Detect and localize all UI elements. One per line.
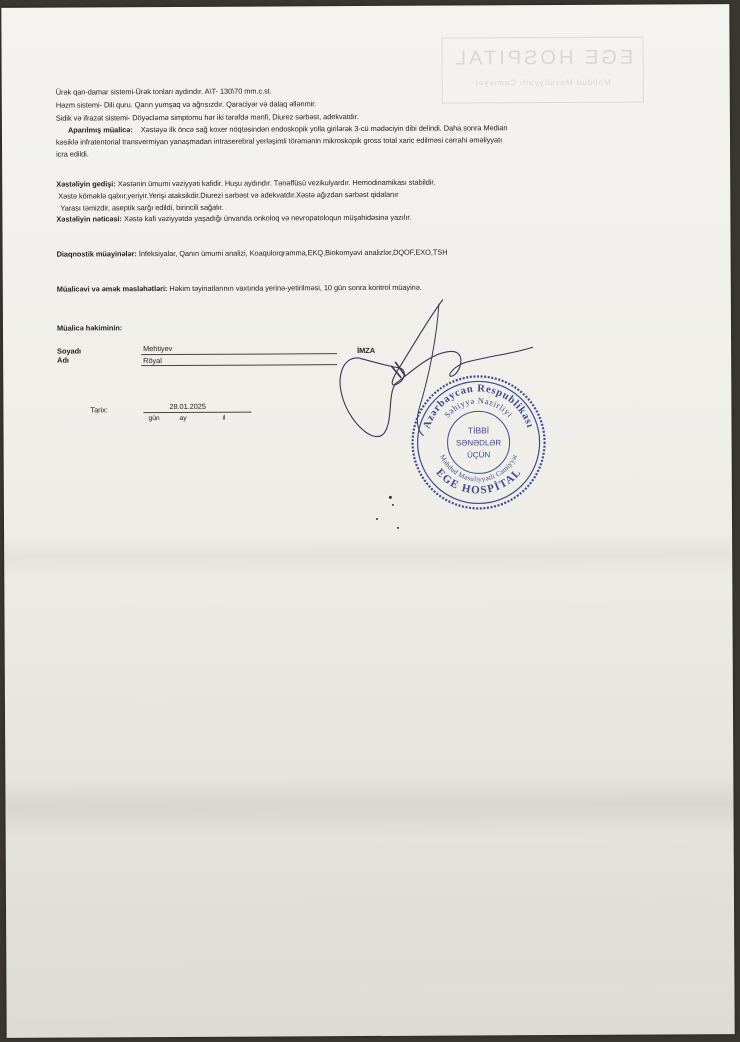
doctor-label: Müalicə həkiminin: — [56, 323, 123, 333]
ink-speck — [389, 496, 392, 499]
treatment-line-2: kəsiklə infratentorial transvermiyan yanaşmadan intraserebral yerləşimli törəmənin mikroskopik gross total xaric edilməsi cərrahi əməliyyatı — [55, 135, 503, 147]
date-year: il — [222, 414, 226, 422]
date-value: 28.01.2025 — [169, 401, 206, 412]
name-label: Adı — [57, 355, 69, 365]
paper-fold — [4, 534, 732, 578]
stamp-bottom: EGE HOSPİTAL — [433, 466, 525, 497]
ink-speck — [397, 527, 399, 529]
stamp-outer-top-2: Səhiyyə Nazirliyi — [441, 395, 516, 420]
paper-fold — [5, 774, 733, 838]
signature-label: İMZA — [357, 345, 376, 356]
stamp-bottom-2: Məhdud Məsuliyyətli Cəmiyyət — [438, 453, 520, 484]
digestive-line: Həzm sistemi- Dili quru. Qarın yumşaq və ağrısızdır. Qaraciyər və dalaq əllənmir. — [55, 99, 317, 110]
urinary-line: Sidik və ifrazat sistemi- Döyəcləmə simptomu hər iki tərəfdə mənfi, Diurez sərbəst, adekvatdır. — [55, 112, 359, 123]
advice-label: Müalicəvi və əmək məsləhətləri: — [56, 284, 168, 294]
bleed-through-header: EGE HOSPITAL Məhdud Məsuliyyətli Cəmiyyət — [441, 37, 643, 104]
result-line — [56, 213, 411, 224]
treatment-text: Xəstəyə ilk öncə sağ koxer nöqtəsindən endoskopik yolla girilərək 3-cü mədəciyin dibi delindi. Daha sonra Median — [140, 123, 508, 135]
stamp-outer-top: Azərbaycan Respublikası — [421, 383, 536, 431]
course-line-3: Yarası təmizdir, aseptik sarğı edildi, birincili sağalır. — [60, 202, 224, 213]
result-label: Xəstəliyin nəticəsi: — [56, 214, 122, 224]
diagnostics-text: İnfeksiyalar, Qanın ümumi analizi, Koaqulorqramma,EKQ,Biokomyəvi analizlər,DQOF,EXO,TSH — [138, 247, 448, 259]
advice-line — [57, 283, 422, 294]
date-month: ay — [179, 414, 187, 422]
stamp-center-2: SƏNƏDLƏR — [455, 438, 502, 448]
date-day: gün — [148, 415, 160, 423]
official-seal — [403, 367, 554, 518]
name-underline — [141, 364, 337, 366]
treatment-line-3: icra edildi. — [56, 149, 89, 159]
surname-underline — [141, 353, 337, 355]
course-label: Xəstəliyin gedişi: — [56, 179, 116, 189]
cardio-line: Ürək qan-damar sistemi-Ürək tonları aydındır. A\T- 130\70 mm.c.st. — [55, 86, 272, 97]
advice-text: Həkim təyinatlarının vaxtında yerinə-yetirilməsi, 10 gün sonra kontrol müayinə. — [169, 282, 422, 294]
treatment-label: Aparılmış müalicə: — [67, 125, 133, 135]
diagnostics-line — [57, 248, 448, 259]
diagnostics-label: Diaqnostik müayinələr: — [56, 249, 137, 259]
ink-speck — [376, 518, 378, 520]
treatment-line-1 — [56, 123, 507, 134]
result-text: Xəstə kafi vəziyyətdə yaşadığı ünvanda onkoloq və nevropatoloqun müşahidəsinə yazılır. — [123, 212, 412, 224]
surname-label: Soyadı — [57, 346, 82, 356]
document-page — [1, 4, 734, 1038]
date-label: Tarix: — [90, 405, 108, 415]
name-value: Röyal — [143, 356, 162, 366]
surname-value: Mehtiyev — [143, 344, 173, 354]
course-line-2: Xəstə köməklə qalxır,yeriyir.Yerişi ataksikdir.Diurezi sərbəst və adekvatdır.Xəstə ağızdan sərbəst qidalanır — [58, 189, 399, 201]
stamp-center-1: TİBBİ — [467, 425, 490, 436]
date-underline — [143, 412, 251, 414]
course-text: Xəstənin ümumi vəziyyəti kafidir. Huşu aydındır. Tənəffüsü vezikulyardır. Hemodinamikası stabildir. — [117, 177, 436, 189]
ink-speck — [392, 504, 394, 506]
course-line-1 — [56, 178, 435, 189]
stamp-center-3: ÜÇÜN — [467, 450, 491, 460]
